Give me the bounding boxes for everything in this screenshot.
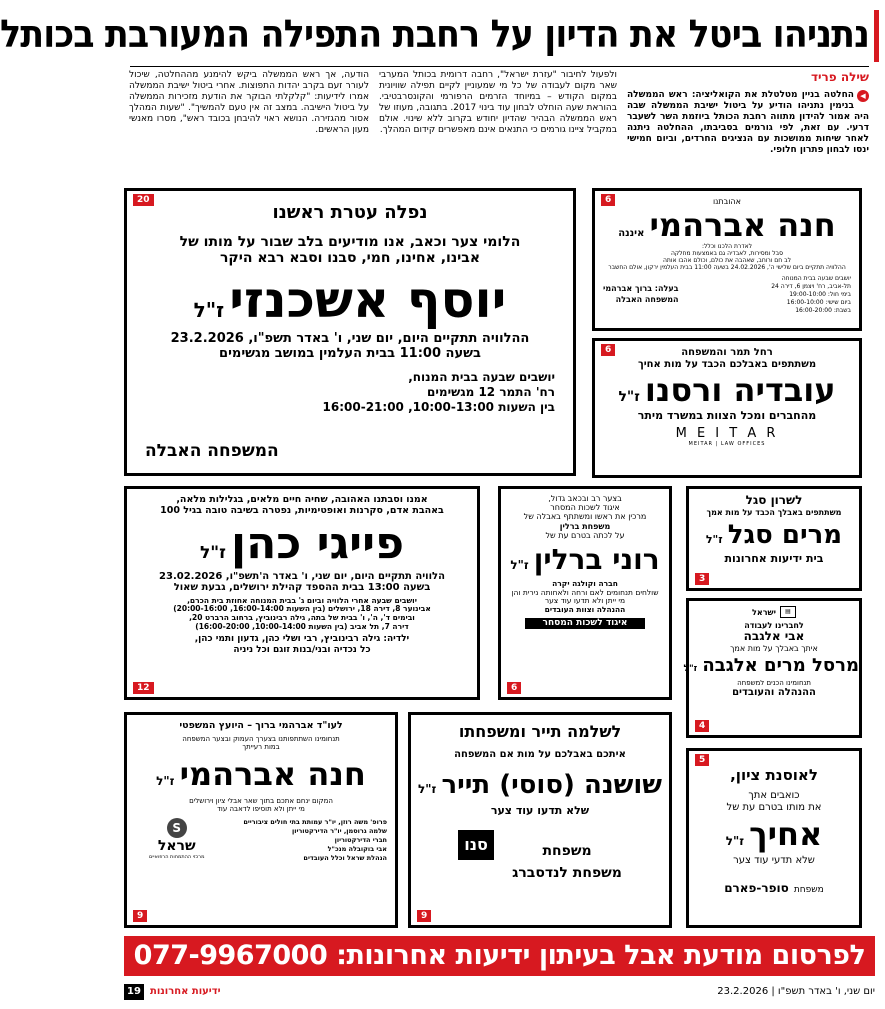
- article-lead: החלטה בניין מטלטלת את הקואליציה: ראש הממשלה בנימין נתניהו הודיע על ביטול ישיבת הממשלה שבה היה אמור להידון מתווה רחבת הכותל ביוזמת השר לשעבר דרעי. עם זאת, לפי גורמים בסביבתו, ההחלטה ניתנה לאחר שיחות ממושכות עם הנציגים החרדים, וביום חמישי ינסו לבחון פתרון חלופי.: [627, 90, 869, 155]
- deceased-name: פייגי כהן: [231, 517, 405, 569]
- article-headline: נתניהו ביטל את הדיון על רחבת התפילה המעורבת בכותל: [0, 12, 869, 56]
- page-footer: [124, 982, 875, 1002]
- funeral-line: בשעה 13:00 בבית ההספד קהילת ירושלים, גבעת שאול: [173, 582, 431, 594]
- zl-abbrev: ז"ל: [156, 774, 175, 789]
- notice-line: תנחומינו הכנים למשפחה: [737, 679, 811, 688]
- shiva-line: בין השעות 10:00-13:00, 16:00-21:00: [322, 399, 555, 414]
- notice-size-badge: 9: [133, 910, 147, 922]
- super-pharm-logo: סופר-פארם: [724, 880, 789, 895]
- notice-line: משתתפים באבלכם הכבד על מות אחיך: [637, 358, 817, 370]
- signature-line: אבי בוקובלה מנכ"ל: [327, 845, 387, 854]
- shiva-line: אבינוער 8, דירה 18, ירושלים (בין השעות 16:00-14:00, 20:00-16:00): [173, 604, 431, 614]
- notice-line: אבינו, אחינו, חמי, סבנו וסבא רבא היקר: [219, 249, 481, 266]
- meitar-logo: M E I T A R: [675, 425, 779, 441]
- sheral-logo-icon: S: [167, 818, 187, 838]
- notice-size-badge: 3: [695, 573, 709, 585]
- deceased-name: חנה אברהמי: [179, 755, 366, 794]
- notice-small-heading: אהובתנו: [712, 197, 742, 206]
- notice-line: איתכם באבלכם על מות אם המשפחה: [454, 749, 626, 761]
- zl-abbrev: ז"ל: [683, 664, 698, 675]
- zl-abbrev: ז"ל: [618, 389, 640, 405]
- play-icon: ◀: [857, 90, 869, 102]
- notice-yosef-ashkenazi: [124, 188, 576, 476]
- zl-abbrev: ז"ל: [199, 542, 226, 563]
- children-line: ילדיה: גילה רבינוביץ, רבי ושלי כהן, גדעון ותמי כהן,: [194, 634, 410, 645]
- deceased-name: חנה אברהמי: [649, 206, 836, 245]
- notice-marcel-algava: [683, 598, 862, 738]
- sheral-logo-subtitle: מרכזי ההתמחות הרפואיים: [149, 854, 205, 861]
- notice-size-badge: 20: [133, 194, 154, 206]
- article-column-1: [627, 90, 869, 178]
- notice-line: סבל ומסירות, לאבדיה גם באמצעות מחלקה: [670, 250, 784, 258]
- family-signature: המשפחה האבלה: [145, 441, 279, 461]
- notice-line: על לכתה בטרם עת של: [545, 530, 625, 540]
- deceased-name: שושנה (סוסי) תייר: [441, 769, 662, 800]
- company-logo-text: ישראל: [752, 607, 776, 617]
- notice-line: תנחומינו השתתפותנו בצערך העמוק ובצער המשפחה: [182, 734, 340, 743]
- company-logo-icon: ▤: [780, 606, 796, 618]
- shiva-line: ביום שישי: 16:00-10:00: [786, 298, 851, 306]
- shiva-line: יושבים שבעה אחרי הלוויה וביום ג' בבית המנוחה אחוזת בית הכרם,: [187, 595, 417, 605]
- notice-hana-avrahami-sheral: [124, 712, 398, 928]
- notice-heading: לאוסנת ציון,: [730, 766, 818, 784]
- notice-line: מי ייתן ולא תדעו עוד צער: [544, 596, 626, 606]
- notice-line: מהחברים ומכל הצוות במשרד מיתר: [637, 409, 817, 422]
- notice-line: שלא תדעו עוד צער: [490, 803, 590, 817]
- sheral-logo-text: שראל: [157, 838, 196, 855]
- funeral-line: בשעה 11:00 בבית העלמין במושב מגשימים: [219, 345, 481, 361]
- notice-line: המקום ינחם אתכם בתוך שאר אבלי ציון וירושלים: [189, 797, 333, 806]
- signature-line: הנהלת שראל וכלל העובדים: [303, 854, 387, 863]
- signature-line: משפחת לנדסברג: [512, 864, 622, 881]
- notice-line: באהבת אדם, סקרנות ואופטימיות, נפטרה בשיבה טובה בגיל 100: [160, 504, 444, 516]
- signature-line: המשפחה האבלה: [615, 294, 679, 304]
- notice-line: בית ידיעות אחרונות: [724, 551, 824, 565]
- notice-size-badge: 5: [695, 754, 709, 766]
- signature-line: בעלה: ברוך אברהמי: [603, 283, 679, 293]
- notice-size-badge: 6: [601, 194, 615, 206]
- zl-abbrev: ז"ל: [725, 834, 745, 849]
- chamber-of-commerce-logo: איגוד לשכות המסחר: [525, 618, 645, 628]
- headline-rule: [130, 66, 869, 67]
- article-byline: שילה פריד: [810, 70, 869, 84]
- notice-shoshana-tayar: [408, 712, 672, 928]
- advertising-banner[interactable]: [124, 936, 875, 976]
- zl-abbrev: ז"ל: [193, 297, 225, 322]
- shiva-line: תל-אביב, רח' ויצמן 6, דירה 24: [771, 282, 851, 290]
- notice-line: אבי אלגבה: [743, 629, 805, 644]
- signature-line: חברי הדירקטוריון: [334, 836, 387, 845]
- notice-line: איתך באבלך על מות אמך: [730, 643, 818, 653]
- notice-feigi-cohen: [124, 486, 480, 700]
- notice-heading: רחל תמר והמשפחה: [681, 347, 773, 358]
- article-column-2: ולפעול לחיבור "עזרת ישראל", רחבה דרומית בכותל המערבי שאר מקום לעבודה של כל מי שמעוניין לקיים תפילה שוויונית במקום הקודש – במיוחד הזרמים הרפורמי והקונסרבטיבי. בהוראת שעה הוחלט לבחון עוד בינוי 2017. בתגובה, מעוזו של ראש הממשלה הבהיר שהדיון יחודש בקרוב ללא שינוי. אולם במקביל ציינו גורמים כי התנאים אינם מאפשרים קידום המהלך.: [379, 70, 617, 135]
- notice-line: לאדרת הלכנו וכלל:: [701, 243, 753, 251]
- shiva-line: יושבים שבעה בבית המנוחה: [781, 274, 851, 282]
- notice-osnat-zion: [686, 748, 862, 928]
- notice-roni-berlin: [498, 486, 672, 700]
- notice-size-badge: 4: [695, 720, 709, 732]
- funeral-line: הלוויה תתקיים היום, יום שני, ו' באדר ה'תשפ"ו, 23.02.2026: [159, 570, 445, 582]
- notice-line: שלא תדעי עוד צער: [733, 855, 815, 867]
- advertising-banner-text: לפרסום מודעת אבל בעיתון ידיעות אחרונות: 077-9967000: [133, 940, 866, 971]
- shiva-line: בימי חול: 19:00-10:00: [789, 290, 851, 298]
- signature-line: משפחת: [793, 884, 824, 895]
- notice-suffix: איננה: [618, 228, 645, 240]
- sano-logo: סנו: [458, 830, 494, 860]
- shiva-line: דירה 7, תל אביב (בין השעות 10:00-14:00, 16:00-20:00): [195, 621, 409, 631]
- notice-line: לב חם ורוחב, שאהבה את כולם, וכולם אהבו אותה: [663, 256, 791, 264]
- notice-heading: לשרון סגל: [745, 493, 803, 507]
- shiva-line: רח' התמר 12 מגשימים: [427, 384, 555, 399]
- notice-line: במות רעייתך: [242, 742, 280, 751]
- notice-line: חברה וקולגה יקרה: [552, 578, 618, 588]
- deceased-name: מרסל מרים אלגבה: [702, 655, 859, 677]
- notice-line: כואבים אתך: [748, 790, 800, 802]
- headline-accent-bar: [874, 10, 879, 62]
- notice-size-badge: 6: [601, 344, 615, 356]
- notice-hana-avrahami: [592, 188, 862, 331]
- footer-paper-name: ידיעות אחרונות: [150, 986, 221, 997]
- notice-line: מי ייתן ולא תוסיפו לדאבה עוד: [217, 805, 305, 814]
- notice-size-badge: 6: [507, 682, 521, 694]
- shiva-line: יושבים שבעה בבית המנוח,: [408, 369, 555, 384]
- notice-line: ההנהלה וצוות העובדים: [544, 604, 626, 614]
- signature-line: שלמה גרוסמן, יו"ר הדירקטוריון: [292, 827, 387, 836]
- notice-size-badge: 12: [133, 682, 154, 694]
- children-line: כל נכדיה ובני/בנות זוגם וכל ניניה: [233, 644, 371, 655]
- notice-line: בצער רב ובכאב גדול,: [548, 494, 622, 503]
- notice-line: את מותו בטרם עת של: [726, 801, 822, 813]
- notice-line: שולחים תנחומים לאם ורחה ולאחותה נירית והן: [511, 587, 659, 597]
- notice-line: אמנו וסבתנו האהובה, שחיה חיים מלאים, בגלילות מלאה,: [176, 494, 428, 505]
- deceased-name: אחיך: [749, 815, 823, 854]
- signature-line: משפחת: [542, 842, 592, 859]
- signature-line: פרופ' משה רוזן, יו"ר עמותת בתי חולים ציבוריים: [243, 818, 387, 827]
- notice-miriam-segal: [686, 486, 862, 591]
- deceased-name: רוני ברלין: [533, 542, 660, 576]
- deceased-name: מרים סגל: [727, 519, 843, 550]
- notice-line: משתתפים באבלך הכבד על מות אמך: [706, 507, 842, 517]
- notice-heading: לשלמה תייר ומשפחתו: [458, 722, 622, 741]
- meitar-logo-subtitle: MEITAR | LAW OFFICES: [688, 440, 766, 447]
- zl-abbrev: ז"ל: [705, 532, 723, 546]
- shiva-line: בשבת: 16:00-20:00: [795, 306, 851, 314]
- zl-abbrev: ז"ל: [510, 557, 529, 572]
- notice-size-badge: 9: [417, 910, 431, 922]
- notice-line: ההלוויה תתקיים ביום שלישי ה', 24.02.2026 בשעה 11:00 בבית העלמין ירקון, אולם החשבר: [608, 263, 846, 271]
- notice-line: איגוד לשכות המסחר: [550, 503, 620, 513]
- zl-abbrev: ז"ל: [418, 781, 437, 796]
- funeral-line: ההלוויה תתקיים היום, יום שני, ו' באדר תשפ"ו, 23.2.2026: [170, 330, 530, 346]
- article-column-3: הודעה, אך ראש הממשלה ביקש להימנע מההחלטה, שיכול לעורר זעם בקרב יהדות התפוצות. אחרי ביטול ישיבת הממשלה אמרו לידיעות: "קלקלתי הבוקר את הודעת מזכירות הממשלה על ביטול הישיבה. במצב זה אין טעם להמשיך". "שעות המהלך אסור מהגזירה. הנושא ראוי להיבחן בכובד ראש", מסרו מאנשי מעון הראשים.: [129, 70, 369, 135]
- footer-date: יום שני, ו' באדר תשפ"ו | 23.2.2026: [717, 986, 875, 997]
- sheral-logo: [135, 818, 205, 863]
- notice-ovadia-varsano: [592, 338, 862, 478]
- deceased-name: יוסף אשכנזי: [229, 270, 507, 329]
- notice-heading: נפלה עטרת ראשנו: [272, 202, 428, 223]
- notice-line: משפחת ברלין: [559, 521, 611, 531]
- deceased-name: עובדיה ורסנו: [644, 371, 836, 409]
- page-number: 19: [124, 984, 144, 1000]
- notice-line: לחברינו לעבודה: [744, 621, 804, 630]
- notice-heading: לעו"ד אברהמי ברוך – היועץ המשפטי: [179, 720, 343, 731]
- shiva-line: ובימים ד', ה', ו' בבית של בתה, גילה רבינוביץ, ברחוב הרברט 20,: [189, 613, 415, 623]
- notice-line: ההנהלה והעובדים: [732, 687, 816, 699]
- notice-line: מרכין את ראשו ומשתתף באבלה של: [523, 512, 647, 522]
- notice-line: הלומי צער וכאב, אנו מודיעים בלב שבור על מותו של: [179, 233, 521, 250]
